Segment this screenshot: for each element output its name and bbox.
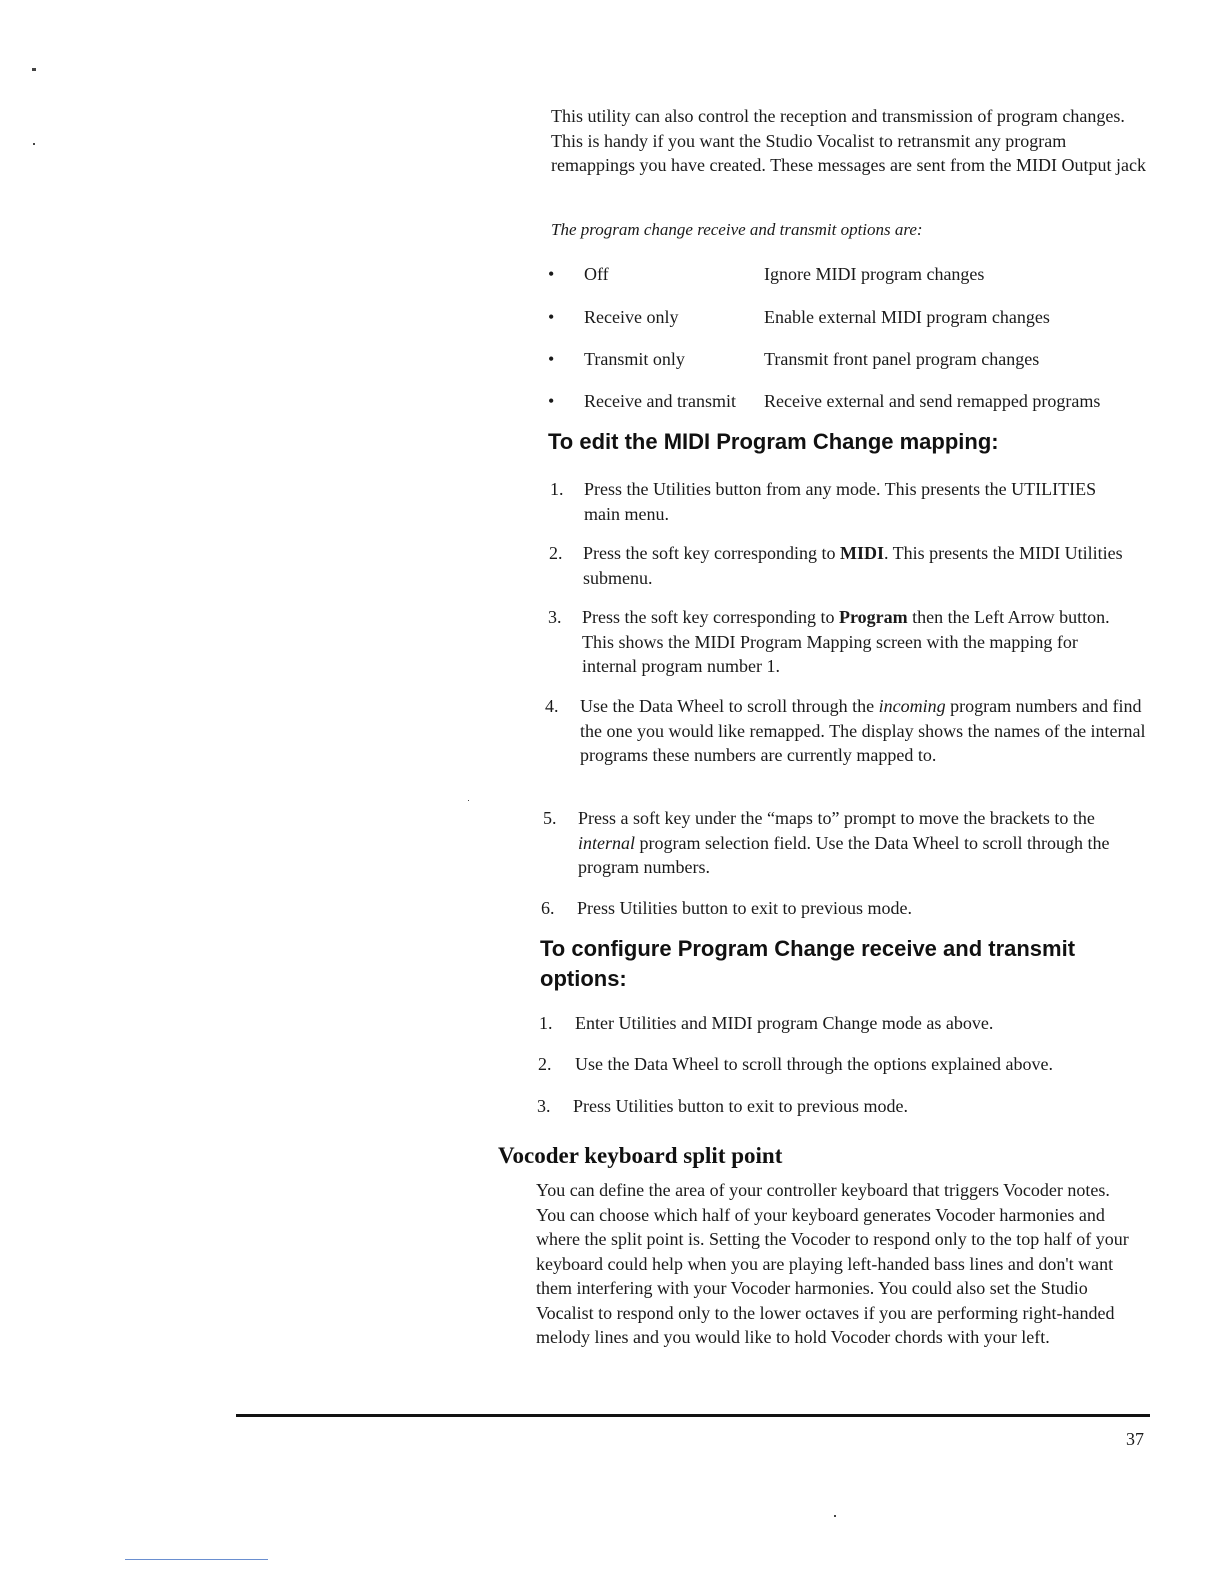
step-text: Press Utilities button to exit to previous mode. — [573, 1096, 908, 1116]
edit-step — [549, 541, 1139, 591]
step-bold-term: Program — [838, 607, 908, 627]
step-text — [582, 605, 1128, 679]
option-row — [548, 305, 1168, 329]
option-name: Transmit only — [584, 349, 685, 369]
step-text: Press the Utilities button from any mode. This presents the UTILITIES main menu. — [584, 479, 1097, 524]
bullet: • — [548, 264, 555, 284]
step-number: 3. — [537, 1096, 551, 1116]
step-text — [583, 541, 1139, 590]
step-text-part: . This presents the MIDI Utilities submenu. — [583, 543, 1123, 588]
edit-step — [550, 477, 1110, 527]
edit-step — [541, 896, 1101, 922]
step-text-part: Press the soft key corresponding to — [582, 607, 839, 627]
option-desc: Transmit front panel program changes — [764, 349, 1040, 369]
option-name: Receive and transmit — [584, 391, 736, 411]
option-name: Off — [584, 264, 609, 284]
scan-edge-line — [125, 1559, 268, 1560]
step-number: 1. — [539, 1013, 553, 1033]
step-italic-term: internal — [578, 832, 635, 853]
step-number: 4. — [545, 696, 559, 716]
step-number: 3. — [548, 607, 562, 627]
step-number: 5. — [543, 808, 557, 828]
option-row — [548, 262, 1168, 286]
step-number: 6. — [541, 898, 555, 918]
edit-step — [545, 694, 1155, 794]
intro-paragraph: This utility can also control the reception and transmission of program changes. This is handy if you want the Studio Vocalist to retransmit any program remappings you have created. These messages are sent from the MIDI Output jack — [551, 106, 1146, 175]
step-italic-term: incoming — [878, 696, 946, 716]
step-text-part: Press the soft key corresponding to — [583, 543, 840, 563]
bullet: • — [548, 349, 555, 369]
step-text — [578, 806, 1143, 880]
option-row — [548, 389, 1168, 413]
step-text-part: program numbers and find the one you would like remapped. The display shows the names of the internal programs these numbers are currently mapped to. — [580, 696, 1146, 765]
step-bold-term: MIDI — [839, 543, 884, 563]
scan-speck — [834, 1515, 836, 1517]
options-heading: The program change receive and transmit options are: — [551, 220, 923, 239]
page-number: 37 — [1126, 1429, 1144, 1449]
configure-step — [539, 1011, 1099, 1037]
edit-mapping-heading: To edit the MIDI Program Change mapping: — [548, 429, 999, 454]
scan-speck — [33, 143, 35, 145]
edit-step — [543, 806, 1143, 881]
configure-step — [538, 1052, 1138, 1078]
step-text-part: Use the Data Wheel to scroll through the — [580, 696, 879, 716]
bullet: • — [548, 307, 555, 327]
step-text-part: Press a soft key under the “maps to” prompt to move the brackets to the — [578, 808, 1095, 828]
step-number: 2. — [549, 543, 563, 563]
footer-rule — [236, 1414, 1150, 1417]
step-text: Use the Data Wheel to scroll through the options explained above. — [575, 1054, 1054, 1074]
step-text: Enter Utilities and MIDI program Change mode as above. — [575, 1013, 994, 1033]
scan-speck — [32, 68, 36, 71]
vocoder-heading: Vocoder keyboard split point — [498, 1143, 783, 1168]
step-text: Press Utilities button to exit to previous mode. — [577, 898, 912, 918]
option-desc: Ignore MIDI program changes — [764, 264, 985, 284]
step-text-part: then the Left Arrow button. This shows the MIDI Program Mapping screen with the mapping for internal program number 1. — [582, 607, 1110, 676]
option-desc: Enable external MIDI program changes — [764, 307, 1050, 327]
step-text-part: program selection field. Use the Data Wheel to scroll through the program numbers. — [578, 832, 1110, 877]
edit-step — [548, 605, 1128, 680]
option-row — [548, 347, 1168, 371]
configure-heading-line: options: — [540, 966, 627, 991]
configure-heading — [540, 934, 1160, 994]
configure-heading-line: To configure Program Change receive and transmit — [540, 936, 1076, 961]
bullet: • — [548, 391, 555, 411]
step-text — [580, 694, 1155, 768]
option-name: Receive only — [584, 307, 679, 327]
option-desc: Receive external and send remapped programs — [764, 391, 1101, 411]
step-number: 1. — [550, 479, 564, 499]
scan-speck — [468, 800, 469, 801]
vocoder-paragraph: You can define the area of your controller keyboard that triggers Vocoder notes. You can choose which half of your keyboard generates Vocoder harmonies and where the split point is. Setting the Vocoder to respond only to the top half of your keyboard could help when you are playing left-handed bass lines and don't want them interfering with your Vocoder harmonies. You could also set the Studio Vocalist to respond only to the lower octaves if you are performing right-handed melody lines and you would like to hold Vocoder chords with your left. — [536, 1180, 1129, 1347]
configure-step — [537, 1094, 1097, 1120]
step-number: 2. — [538, 1054, 552, 1074]
